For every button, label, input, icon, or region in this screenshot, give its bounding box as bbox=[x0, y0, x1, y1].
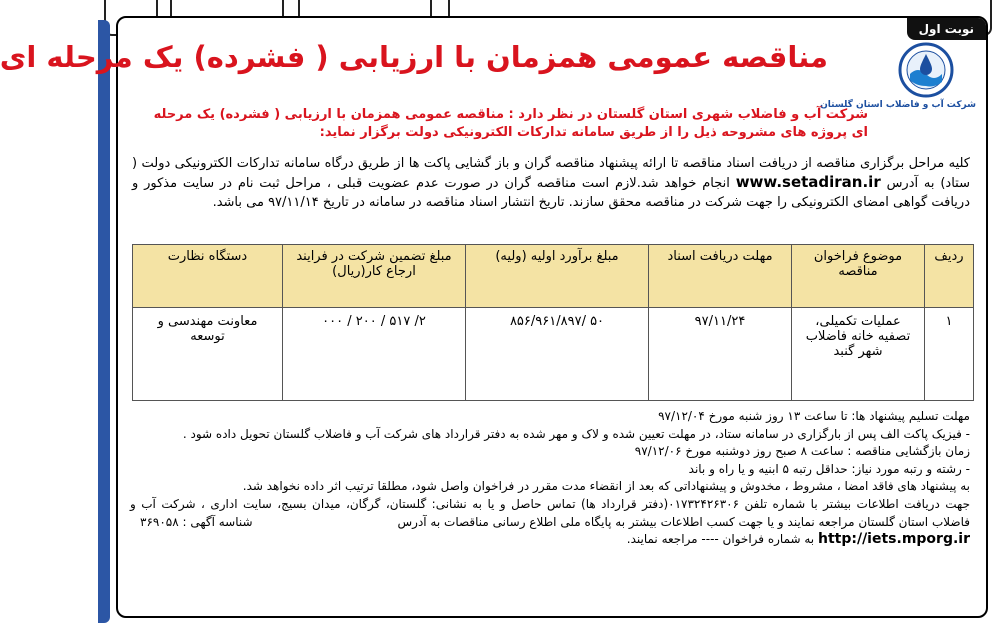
contact-text: جهت دریافت اطلاعات بیشتر با شماره تلفن ۰۱۷۳۲۴۲۶۳۰۶(دفتر قرارداد ها) تماس حاصل و یا به نشانی: گلستان، گرگان، میدان بسیج، سایت اداری ، شرکت آب و فاضلاب استان گلستان مراجعه نمایند و یا جهت کسب اطلاعات بیشتر به پایگاه ملی اطلاع رسانی مناقصات به آدرس bbox=[130, 496, 970, 529]
cell-row-number: ۱ bbox=[925, 308, 974, 401]
header-supervisor: دستگاه نظارت bbox=[133, 245, 283, 308]
procedure-text bbox=[132, 154, 970, 212]
left-rail bbox=[98, 20, 110, 623]
cell-supervisor: معاونت مهندسی و توسعه bbox=[133, 308, 283, 401]
procedure-text-part1: کلیه مراحل برگزاری مناقصه از دریافت اسناد مناقصه تا ارائه پیشنهاد مناقصه گران و باز گشایی پاکت ها از طریق درگاه سامانه تدارکات الکترونیکی دولت ( ستاد) به آدرس bbox=[132, 156, 970, 191]
submission-deadline: مهلت تسلیم پیشنهاد ها: تا ساعت ۱۳ روز شنبه مورخ ۹۷/۱۲/۰۴ bbox=[658, 409, 970, 423]
notice-id: شناسه آگهی : ۳۶۹۰۵۸ bbox=[140, 514, 253, 529]
logo-caption: شرکت آب و فاضلاب استان گلستان bbox=[820, 100, 976, 110]
setad-website-link[interactable]: www.setadiran.ir bbox=[735, 173, 881, 191]
cell-subject: عملیات تکمیلی، تصفیه خانه فاضلاب شهر گنبد bbox=[792, 308, 925, 401]
table-row bbox=[133, 308, 974, 401]
procedure-text-part2: انجام خواهد شد.لازم است مناقصه گران در صورت عدم عضویت قبلی ، مراحل ثبت نام در سایت مذکور و دریافت گواهی امضای الکترونیکی را جهت شرکت در مناقصه محقق سازند. تاریخ انتشار اسناد مناقصه در سامانه در تاریخ ۹۷/۱۱/۱۴ می باشد. bbox=[132, 176, 970, 210]
header-deadline: مهلت دریافت اسناد bbox=[649, 245, 792, 308]
header-estimate: مبلغ برآورد اولیه (ولیه) bbox=[466, 245, 649, 308]
table-header-row bbox=[133, 245, 974, 308]
conditions-text bbox=[130, 408, 970, 549]
intro-text: شرکت آب و فاضلاب شهری استان گلستان در نظر دارد : مناقصه عمومی همزمان با ارزیابی ( فشرده) یک مرحله ای پروژه های مشروحه ذیل را از طریق سامانه تدارکات الکترونیکی دولت برگزار نماید: bbox=[153, 107, 868, 140]
iets-line bbox=[130, 531, 970, 549]
envelope-delivery-note: - فیزیک پاکت الف پس از بارگزاری در سامانه ستاد، در مهلت تعیین شده و لاک و مهر شده به دفتر قرارداد های شرکت آب و فاضلاب گلستان تحویل داده شود . bbox=[182, 426, 970, 441]
iets-link[interactable]: http://iets.mporg.ir bbox=[817, 531, 970, 548]
company-logo bbox=[820, 42, 976, 110]
opening-time: زمان بازگشایی مناقصه : ساعت ۸ صبح روز دوشنبه مورخ ۹۷/۱۲/۰۶ bbox=[634, 444, 970, 459]
header-row-number: ردیف bbox=[925, 245, 974, 308]
first-round-badge: نوبت اول bbox=[907, 18, 986, 40]
contact-info bbox=[130, 496, 970, 531]
rejection-note: به پیشنهاد های فاقد امضا ، مشروط ، مخدوش و پیشنهاداتی که بعد از انقضاء مدت مقرر در فراخوان واصل شود، مطلقا ترتیب اثر داده نخواهد شد. bbox=[242, 479, 970, 494]
tender-ad bbox=[0, 16, 988, 618]
header-subject: موضوع فراخوان مناقصه bbox=[792, 245, 925, 308]
cell-estimate: ۵۰ /۸۵۶/۹۶۱/۸۹۷ bbox=[466, 308, 649, 401]
tender-table bbox=[132, 244, 974, 401]
iets-line-tail: به شماره فراخوان ---- مراجعه نمایند. bbox=[626, 532, 815, 547]
header-guarantee: مبلغ تضمین شرکت در فرایند ارجاع کار(ریال) bbox=[283, 245, 466, 308]
cell-guarantee: ۲/ ۵۱۷ / ۲۰۰ / ۰۰۰ bbox=[283, 308, 466, 401]
required-grade: - رشته و رتبه مورد نیاز: حداقل رتبه ۵ ابنیه و یا راه و باند bbox=[688, 461, 970, 476]
ad-title: مناقصه عمومی همزمان با ارزیابی ( فشرده) یک مرحله ای bbox=[0, 40, 828, 74]
cell-deadline: ۹۷/۱۱/۲۴ bbox=[649, 308, 792, 401]
water-drop-logo-icon bbox=[898, 42, 954, 98]
